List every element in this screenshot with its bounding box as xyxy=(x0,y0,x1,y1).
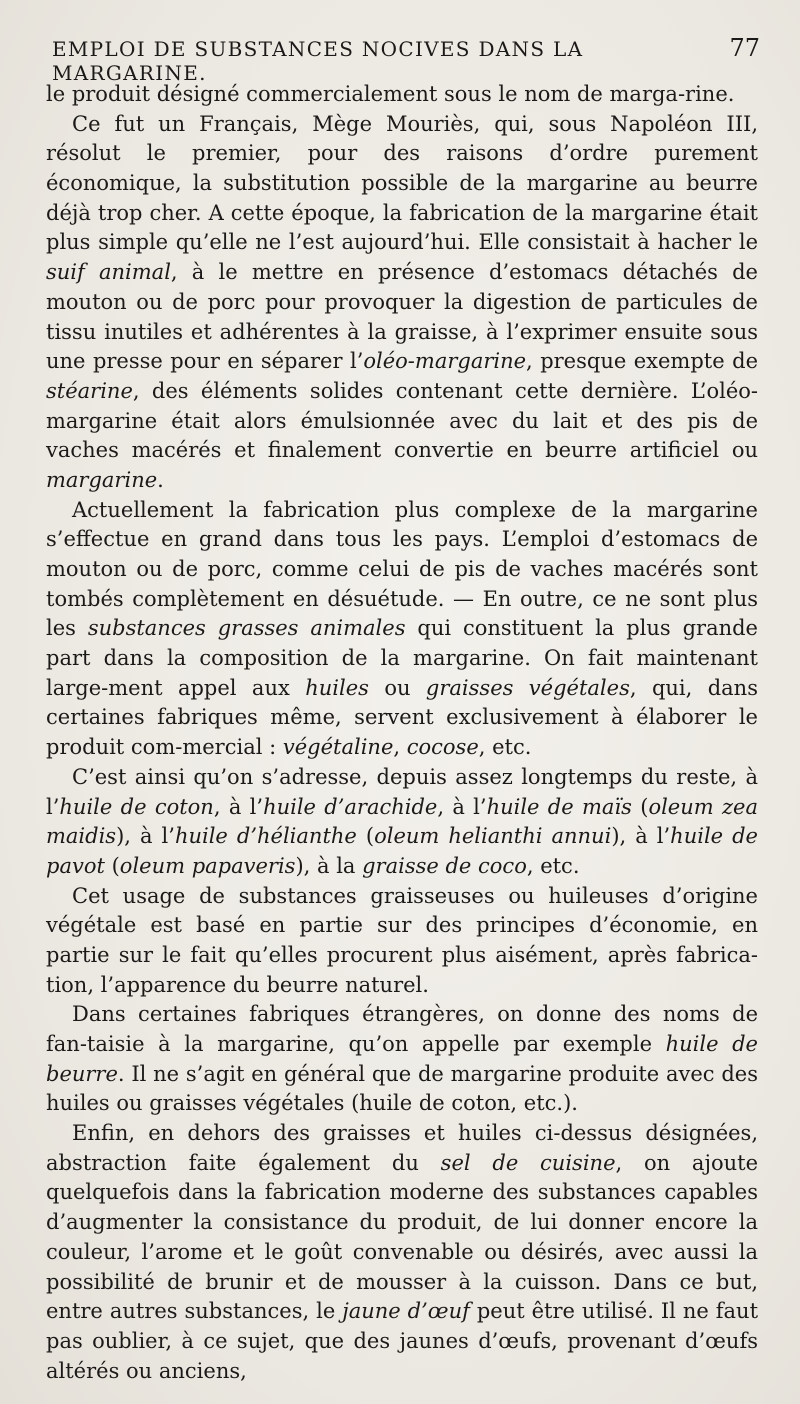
text-run: , etc. xyxy=(478,735,532,760)
italic-text: huile de coton xyxy=(59,794,214,819)
italic-text: stéarine xyxy=(46,378,133,403)
text-run: , à l’ xyxy=(213,794,264,819)
text-run: , xyxy=(393,735,407,760)
page-number: 77 xyxy=(729,34,760,62)
italic-text: oleum zea maidis xyxy=(46,794,758,849)
text-run: C’est ainsi qu’on s’adresse, depuis assez longtemps du reste, à l’ xyxy=(46,764,758,819)
paragraph xyxy=(46,1000,758,1119)
italic-text: margarine xyxy=(46,467,158,492)
text-run: Cet usage de substances graisseuses ou huileuses d’origine végétale est basé en partie sur des principes d’économie, en partie sur le fait qu’elles procurent plus aisément, après fabrica-tion, l’apparence du beurre naturel. xyxy=(46,883,758,997)
text-run: qui constituent la plus grande part dans la composition de la margarine. On fait maintenant large-ment appel aux xyxy=(46,616,758,700)
paragraph xyxy=(46,1119,758,1386)
text-run: ( xyxy=(356,824,375,849)
text-run: le produit désigné commercialement sous le nom de marga-rine. xyxy=(46,82,735,106)
italic-text: huile de maïs xyxy=(486,794,632,819)
paragraph xyxy=(46,763,758,882)
text-run: Ce fut un Français, Mège Mouriès, qui, sous Napoléon III, résolut le premier, pour des raisons d’ordre purement économique, la substitution possible de la margarine au beurre déjà trop cher. A cette époque, la fabrication de la margarine était plus simple qu’elle ne l’est aujourd’hui. Elle consistait à hacher le xyxy=(46,111,758,255)
paragraph xyxy=(46,496,758,763)
italic-text: cocose xyxy=(406,735,479,760)
italic-text: oleum helianthi annui xyxy=(374,824,612,849)
italic-text: sel de cuisine xyxy=(440,1150,616,1175)
italic-text: huile d’hélianthe xyxy=(174,824,357,849)
text-run: ( xyxy=(631,794,649,819)
text-run: Dans certaines fabriques étrangères, on donne des noms de fan-taisie à la margarine, qu’on appelle par exemple xyxy=(46,1002,758,1056)
italic-text: graisses végétales xyxy=(425,675,630,700)
italic-text: huile de pavot xyxy=(46,824,758,878)
text-run: , à l’ xyxy=(437,794,487,819)
italic-text: graisse de coco xyxy=(362,853,527,878)
text-run: ou xyxy=(368,675,426,700)
text-run: ( xyxy=(104,853,120,878)
body-text xyxy=(46,80,758,1386)
text-run: , on ajoute quelquefois dans la fabrication moderne des substances capables d’augmenter la consistance du produit, de lui donner encore la couleur, l’arome et le goût convenable ou désirés, avec aussi la possibilité de brunir et de mousser à la cuisson. Dans ce but, entre autres substances, le xyxy=(46,1150,758,1324)
paragraph xyxy=(46,882,758,1001)
text-run: , presque exempte de xyxy=(526,349,758,374)
text-run: , qui, dans certaines fabriques même, servent exclusivement à élaborer le produit com-mercial : xyxy=(46,675,758,760)
italic-text: jaune d’œuf xyxy=(342,1299,470,1324)
italic-text: oleum papaveris xyxy=(119,853,296,878)
text-run: Actuellement la fabrication plus complexe de la margarine s’effectue en grand dans tous les pays. L’emploi d’estomacs de mouton ou de porc, comme celui de pis de vaches macérés sont tombés complètement en désuétude. — En outre, ce ne sont plus les xyxy=(46,497,758,641)
text-run: Enfin, en dehors des graisses et huiles ci-dessus désignées, abstraction faite également du xyxy=(46,1121,758,1175)
text-run: ), à l’ xyxy=(116,824,175,849)
italic-text: huile d’arachide xyxy=(263,794,438,819)
page-header xyxy=(52,34,760,85)
text-run: . xyxy=(157,467,164,492)
text-run: , etc. xyxy=(526,853,580,878)
italic-text: huiles xyxy=(305,675,369,700)
text-run: ), à la xyxy=(295,853,363,878)
italic-text: oléo-margarine xyxy=(363,349,527,374)
text-run: peut être utilisé. Il ne faut pas oublier, à ce sujet, que des jaunes d’œufs, provenant d’œufs altérés ou anciens, xyxy=(46,1299,759,1383)
paragraph xyxy=(46,110,758,496)
paragraph xyxy=(46,80,758,110)
text-run: , des éléments solides contenant cette dernière. L’oléo-margarine était alors émulsionnée avec du lait et des pis de vaches macérés et finalement convertie en beurre artificiel ou xyxy=(46,378,758,463)
text-run: . Il ne s’agit en général que de margarine produite avec des huiles ou graisses végétales (huile de coton, etc.). xyxy=(46,1061,758,1116)
italic-text: végétaline xyxy=(282,735,394,760)
italic-text: suif animal xyxy=(46,260,171,285)
text-run: , à le mettre en présence d’estomacs détachés de mouton ou de porc pour provoquer la digestion de particules de tissu inutiles et adhérentes à la graisse, à l’exprimer ensuite sous une presse pour en séparer l’ xyxy=(46,260,758,374)
italic-text: huile de beurre xyxy=(46,1032,758,1086)
running-head: EMPLOI DE SUBSTANCES NOCIVES DANS LA MARGARINE. xyxy=(52,37,584,85)
text-run: ), à l’ xyxy=(611,824,671,849)
italic-text: substances grasses animales xyxy=(87,616,406,641)
